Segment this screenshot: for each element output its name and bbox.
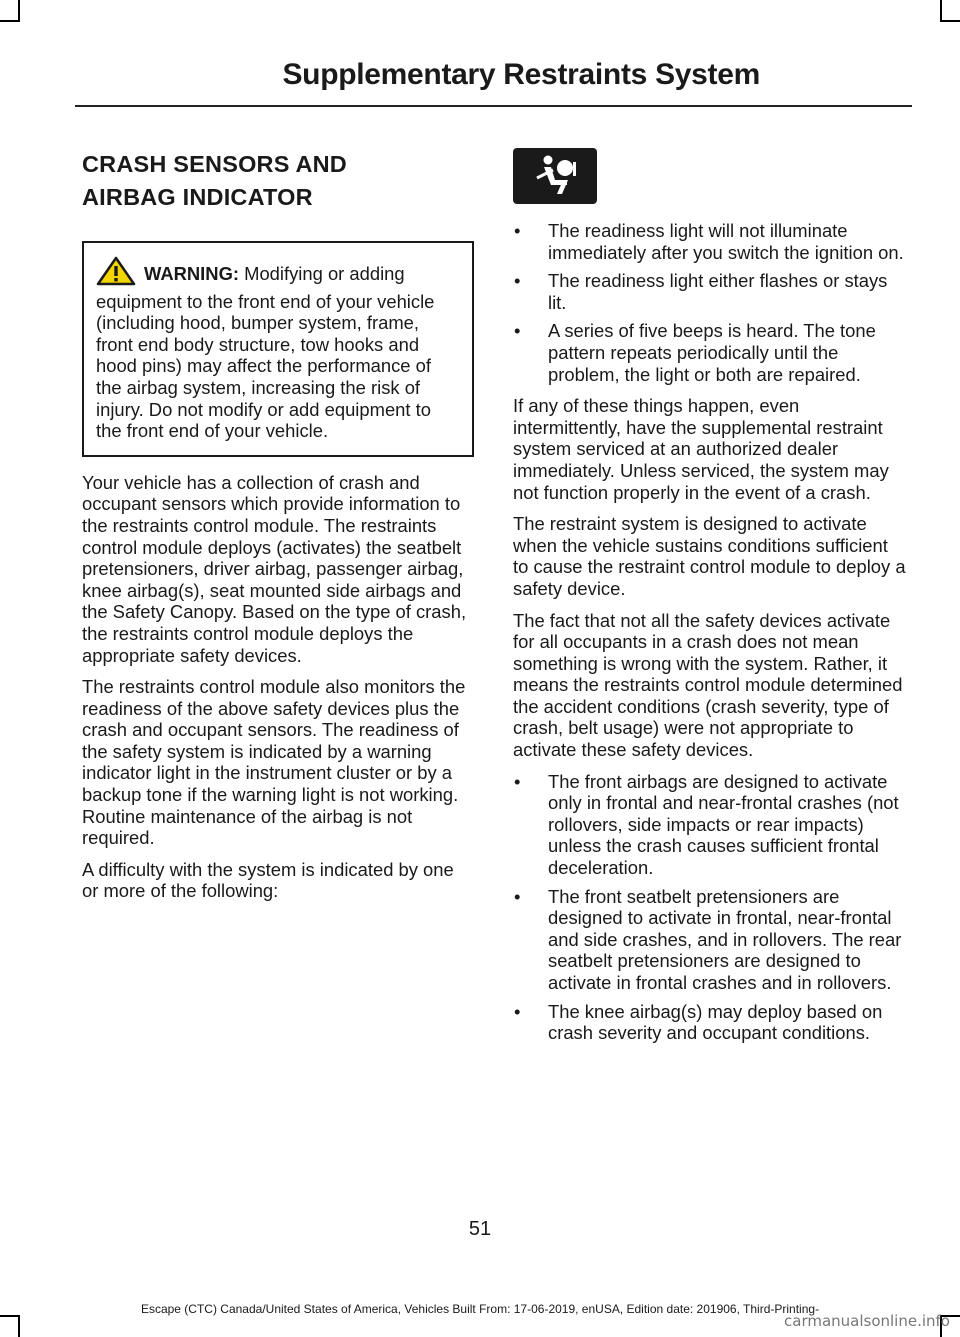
section-heading-line1: CRASH SENSORS AND: [82, 151, 347, 177]
warning-triangle-icon: [96, 256, 136, 291]
crop-mark: [18, 0, 20, 22]
left-column: [82, 140, 474, 912]
airbag-warning-icon: [513, 148, 597, 204]
list-item: [513, 771, 907, 879]
list-item-text: The readiness light will not illuminate immediately after you switch the ignition on.: [548, 220, 904, 263]
header-divider: [75, 105, 912, 107]
crop-mark: [940, 0, 942, 22]
body-paragraph: The restraints control module also monitors the readiness of the above safety devices plus the crash and occupant sensors. The readiness of the safety system is indicated by a warning indicator light in the instrument cluster or by a backup tone if the warning light is not working. Routine maintenance of the airbag is not required.: [82, 676, 466, 849]
bullet: •: [514, 885, 521, 907]
warning-box: [82, 241, 474, 457]
list-item-text: The front airbags are designed to activate only in frontal and near-frontal crashes (not rollovers, side impacts or rear impacts) unless the crash causes sufficient frontal deceleration.: [548, 770, 899, 879]
bullet: •: [514, 1000, 521, 1022]
symptom-list: [513, 220, 907, 385]
body-paragraph: Your vehicle has a collection of crash and occupant sensors which provide information to the restraints control module. The restraints control module deploys (activates) the seatbelt pretensioners, driver airbag, passenger airbag, knee airbag(s), seat mounted side airbags and the Safety Canopy. Based on the type of crash, the restraints control module deploys the appropriate safety devices.: [82, 471, 467, 666]
list-item-text: The knee airbag(s) may deploy based on crash severity and occupant conditions.: [548, 1000, 883, 1044]
list-item-text: The front seatbelt pretensioners are designed to activate in frontal, near-frontal and side crashes, and in rollovers. The rear seatbelt pretensioners are designed to activate in frontal crashes and in rollovers.: [548, 885, 902, 993]
page-title: Supplementary Restraints System: [282, 58, 760, 91]
list-item: [513, 886, 907, 994]
bullet: •: [514, 220, 521, 241]
footer-text: Escape (CTC) Canada/United States of America, Vehicles Built From: 17-06-2019, enUSA, Edition date: 201906, Third-Printing-: [140, 1302, 820, 1316]
list-item: [513, 220, 907, 263]
crop-mark: [940, 20, 960, 22]
section-heading-line2: AIRBAG INDICATOR: [82, 184, 313, 210]
deployment-list: [513, 771, 907, 1044]
section-heading: [82, 148, 474, 214]
warning-text: Modifying or adding equipment to the front end of your vehicle (including hood, bumper system, frame, front end body structure, tow hooks and hood pins) may affect the performance of the airbag system, increasing the risk of injury. Do not modify or add equipment to the front end of your vehicle.: [96, 263, 435, 442]
watermark[interactable]: carmanualsonline.info: [784, 1312, 950, 1330]
body-paragraph: The restraint system is designed to activate when the vehicle sustains conditions sufficient to cause the restraint control module to deploy a safety device.: [513, 513, 906, 599]
bullet: •: [514, 770, 521, 792]
crop-mark: [0, 20, 20, 22]
list-item: [513, 270, 907, 313]
crop-mark: [18, 1315, 20, 1337]
page-number: 51: [468, 1218, 492, 1240]
list-item-text: The readiness light either flashes or stays lit.: [548, 270, 888, 313]
bullet: •: [514, 320, 521, 342]
warning-label: WARNING:: [144, 263, 240, 284]
bullet: •: [514, 270, 521, 292]
body-paragraph: The fact that not all the safety devices activate for all occupants in a crash does not mean something is wrong with the system. Rather, it means the restraints control module determined the accident conditions (crash severity, type of crash, belt usage) were not appropriate to activate these safety devices.: [513, 609, 903, 761]
body-paragraph: If any of these things happen, even intermittently, have the supplemental restraint system serviced at an authorized dealer immediately. Unless serviced, the system may not function properly in the event of a crash.: [513, 395, 889, 503]
list-item: [513, 1001, 907, 1044]
right-column: [513, 140, 907, 1054]
body-paragraph: A difficulty with the system is indicated by one or more of the following:: [82, 858, 454, 902]
list-item: [513, 320, 907, 385]
list-item-text: A series of five beeps is heard. The tone pattern repeats periodically until the problem, the light or both are repaired.: [548, 320, 876, 385]
